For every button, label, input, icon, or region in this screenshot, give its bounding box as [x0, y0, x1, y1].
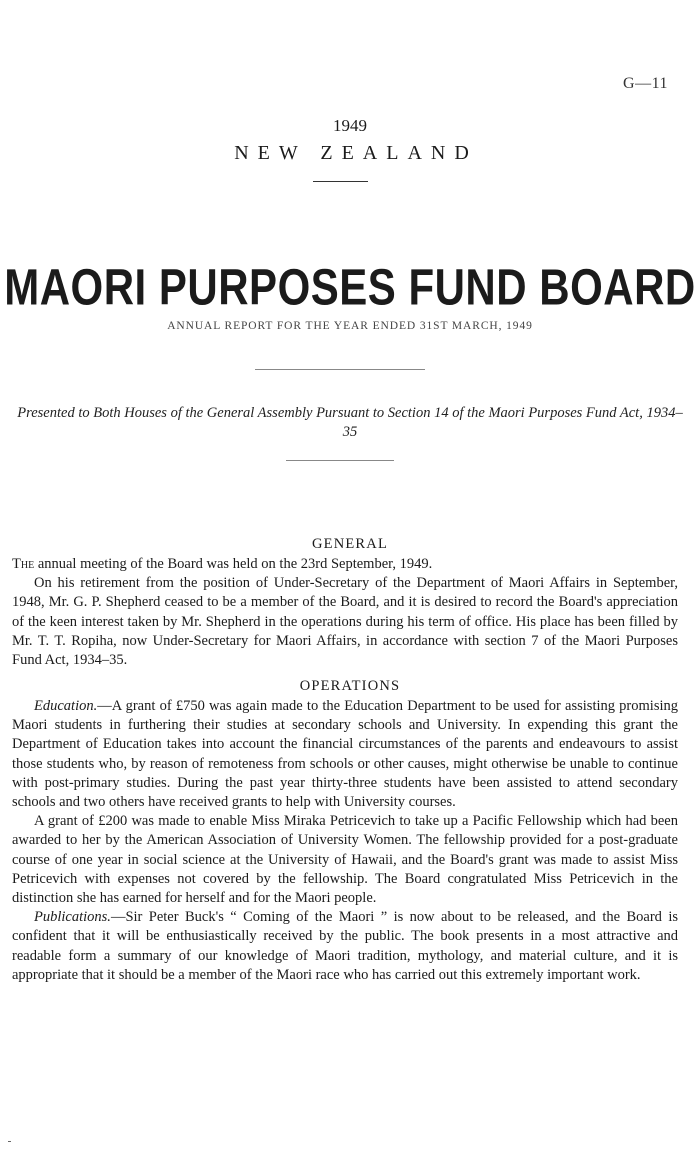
education-text: —A grant of £750 was again made to the Education Department to be used for assisting promising Maori students in furthering their studies at secondary schools and University. In expending this grant the Department of Education takes into account the financial circumstances of the parents and endeavours to assist those students who, by reason of remoteness from schools or other causes, might otherwise be unable to continue with post-primary studies. During the past year thirty-three students have been assisted to attend secondary schools and two others have received grants to help with University courses.: [12, 698, 678, 811]
section-heading-general: GENERAL: [311, 536, 389, 552]
publications-label: Publications.: [34, 909, 111, 926]
paragraph-text: annual meeting of the Board was held on the 23rd September, 1949.: [34, 556, 433, 572]
section-heading-operations: OPERATIONS: [299, 678, 401, 694]
publications-text: —Sir Peter Buck's “ Coming of the Maori ” is now about to be released, and the Board is confident that it will be enthusiastically received by the public. The book presents in a most attractive and readable form a summary of our knowledge of Maori tradition, mythology, and material culture, and it is appropriate that it should be a member of the Maori race who has carried out this extremely important work.: [12, 909, 678, 983]
fellowship-paragraph: A grant of £200 was made to enable Miss Miraka Petricevich to take up a Pacific Fellowship which had been awarded to her by the American Association of University Women. The fellowship provided for a post-graduate course of one year in social science at the University of Hawaii, and the Board's grant was made to assist Miss Petricevich with expenses not covered by the fellowship. The Board congratulated Miss Petricevich in the distinction she has earned for herself and for the Maori people.: [12, 813, 678, 907]
header-divider: [313, 181, 368, 182]
general-section: [12, 555, 678, 670]
page-number: G—11: [623, 75, 668, 92]
country-heading: NEW ZEALAND: [234, 142, 478, 164]
operations-section: [12, 697, 678, 985]
publications-paragraph: [12, 908, 678, 985]
education-label: Education.: [34, 698, 98, 714]
presentation-divider: [286, 460, 394, 461]
education-paragraph: [12, 697, 678, 812]
report-year: 1949: [333, 116, 367, 135]
general-paragraph-2: On his retirement from the position of Under-Secretary of the Department of Maori Affairs in September, 1948, Mr. G. P. Shepherd ceased to be a member of the Board, and it is desired to record the Board's appreciation of the keen interest taken by Mr. Shepherd in the operations during his term of office. His place has been filled by Mr. T. T. Ropiha, now Under-Secretary for Maori Affairs, in accordance with section 7 of the Maori Purposes Fund Act, 1934–35.: [12, 575, 678, 669]
general-paragraph-1: [12, 555, 678, 574]
board-title: MAORI PURPOSES FUND BOARD: [4, 258, 696, 316]
paragraph-lead-word: The: [12, 556, 35, 572]
scan-mark: [8, 1141, 11, 1142]
presentation-note: Presented to Both Houses of the General Assembly Pursuant to Section 14 of the Maori Purposes Fund Act, 1934–35: [17, 405, 683, 440]
report-subtitle: ANNUAL REPORT FOR THE YEAR ENDED 31ST MARCH, 1949: [167, 320, 533, 332]
title-divider: [255, 369, 425, 370]
